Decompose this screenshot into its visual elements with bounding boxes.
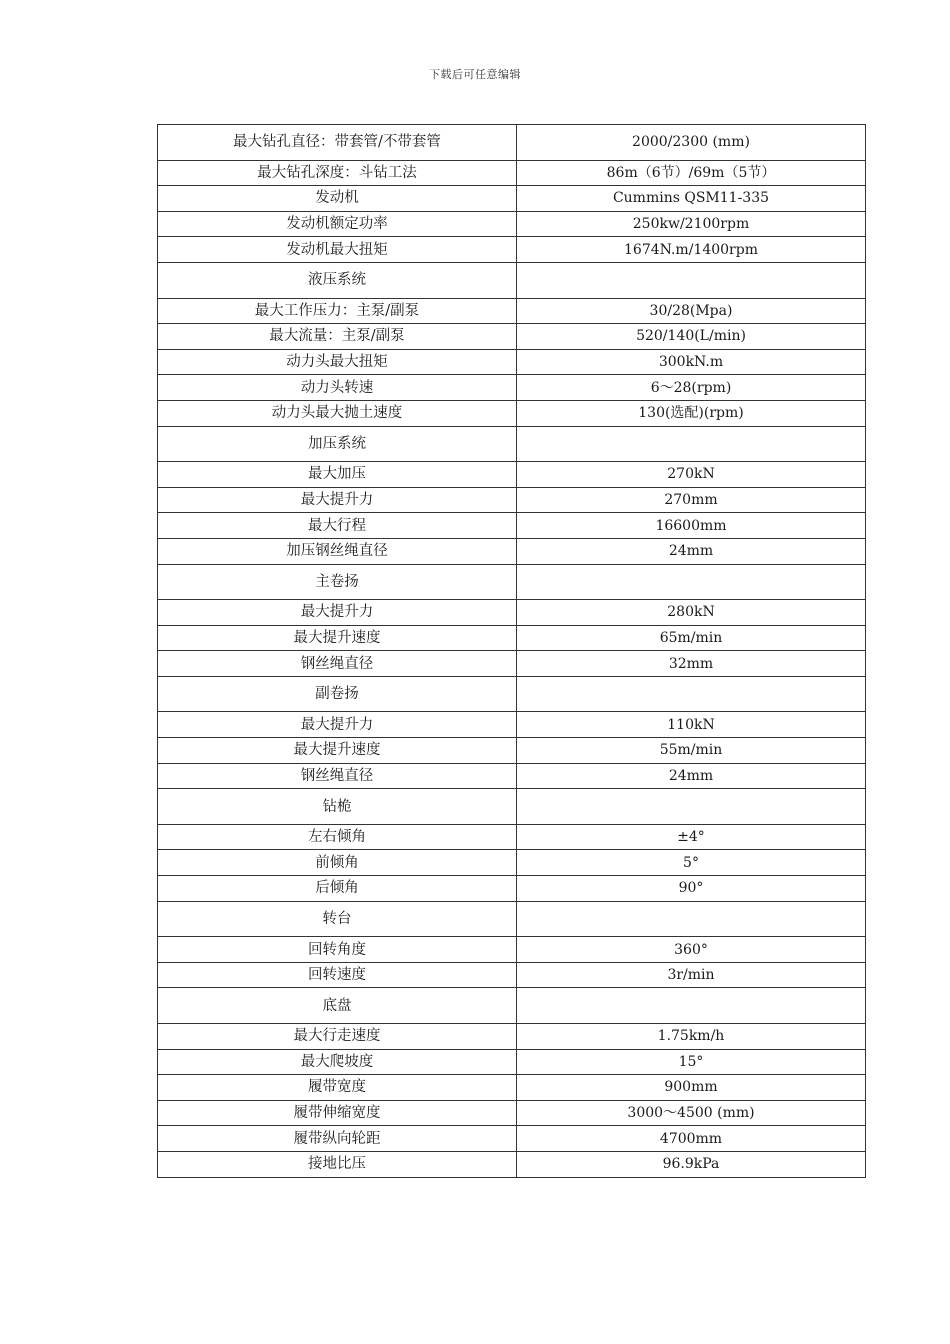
spec-label-cell: 回转速度 — [158, 962, 517, 988]
spec-label-cell: 最大流量：主泵/副泵 — [158, 324, 517, 350]
spec-label-cell: 主卷扬 — [158, 564, 517, 600]
table-row — [158, 1151, 866, 1177]
table-row — [158, 625, 866, 651]
spec-label-cell: 发动机最大扭矩 — [158, 237, 517, 263]
spec-label-cell: 最大提升力 — [158, 487, 517, 513]
table-row — [158, 1126, 866, 1152]
spec-value-cell: 86m（6节）/69m（5节） — [517, 160, 866, 186]
spec-value-cell: 900mm — [517, 1075, 866, 1101]
table-row — [158, 901, 866, 937]
spec-label-cell: 钢丝绳直径 — [158, 651, 517, 677]
table-row — [158, 349, 866, 375]
spec-value-cell: 5° — [517, 850, 866, 876]
spec-label-cell: 回转角度 — [158, 937, 517, 963]
table-row — [158, 988, 866, 1024]
spec-value-cell: 360° — [517, 937, 866, 963]
spec-table-body — [158, 125, 866, 1178]
spec-value-cell: 250kw/2100rpm — [517, 211, 866, 237]
spec-label-cell: 液压系统 — [158, 262, 517, 298]
spec-label-cell: 最大提升力 — [158, 712, 517, 738]
table-row — [158, 738, 866, 764]
table-row — [158, 513, 866, 539]
table-row — [158, 375, 866, 401]
spec-label-cell: 钢丝绳直径 — [158, 763, 517, 789]
table-row — [158, 237, 866, 263]
spec-value-cell — [517, 262, 866, 298]
spec-value-cell — [517, 564, 866, 600]
spec-label-cell: 最大爬坡度 — [158, 1049, 517, 1075]
spec-label-cell: 最大钻孔直径：带套管/不带套管 — [158, 125, 517, 161]
table-row — [158, 426, 866, 462]
table-row — [158, 712, 866, 738]
spec-value-cell: 3r/min — [517, 962, 866, 988]
spec-value-cell: 1.75km/h — [517, 1024, 866, 1050]
spec-value-cell: 4700mm — [517, 1126, 866, 1152]
spec-value-cell — [517, 789, 866, 825]
spec-label-cell: 最大提升速度 — [158, 625, 517, 651]
spec-label-cell: 副卷扬 — [158, 676, 517, 712]
table-row — [158, 676, 866, 712]
spec-value-cell: 16600mm — [517, 513, 866, 539]
spec-value-cell: 32mm — [517, 651, 866, 677]
spec-label-cell: 最大工作压力：主泵/副泵 — [158, 298, 517, 324]
spec-table — [157, 124, 866, 1178]
spec-value-cell: 2000/2300 (mm) — [517, 125, 866, 161]
spec-value-cell: 130(选配)(rpm) — [517, 400, 866, 426]
spec-value-cell: Cummins QSM11-335 — [517, 186, 866, 212]
spec-label-cell: 最大行程 — [158, 513, 517, 539]
spec-value-cell: 55m/min — [517, 738, 866, 764]
spec-value-cell: 30/28(Mpa) — [517, 298, 866, 324]
table-row — [158, 564, 866, 600]
spec-label-cell: 左右倾角 — [158, 824, 517, 850]
table-row — [158, 262, 866, 298]
spec-value-cell: 520/140(L/min) — [517, 324, 866, 350]
spec-label-cell: 最大钻孔深度：斗钻工法 — [158, 160, 517, 186]
spec-value-cell: 15° — [517, 1049, 866, 1075]
spec-label-cell: 发动机额定功率 — [158, 211, 517, 237]
spec-label-cell: 履带宽度 — [158, 1075, 517, 1101]
table-row — [158, 1024, 866, 1050]
table-row — [158, 298, 866, 324]
table-row — [158, 1049, 866, 1075]
table-row — [158, 538, 866, 564]
spec-value-cell: 300kN.m — [517, 349, 866, 375]
spec-value-cell: 1674N.m/1400rpm — [517, 237, 866, 263]
spec-value-cell: 280kN — [517, 600, 866, 626]
spec-label-cell: 发动机 — [158, 186, 517, 212]
table-row — [158, 789, 866, 825]
table-row — [158, 937, 866, 963]
table-row — [158, 1075, 866, 1101]
spec-value-cell: 90° — [517, 876, 866, 902]
spec-value-cell: 96.9kPa — [517, 1151, 866, 1177]
spec-value-cell: 24mm — [517, 763, 866, 789]
table-row — [158, 962, 866, 988]
spec-value-cell — [517, 901, 866, 937]
spec-label-cell: 加压钢丝绳直径 — [158, 538, 517, 564]
spec-label-cell: 动力头最大扭矩 — [158, 349, 517, 375]
spec-label-cell: 动力头转速 — [158, 375, 517, 401]
table-row — [158, 763, 866, 789]
spec-label-cell: 前倾角 — [158, 850, 517, 876]
spec-value-cell: 65m/min — [517, 625, 866, 651]
spec-value-cell: 110kN — [517, 712, 866, 738]
table-row — [158, 876, 866, 902]
spec-value-cell: 270kN — [517, 462, 866, 488]
spec-label-cell: 动力头最大抛土速度 — [158, 400, 517, 426]
spec-label-cell: 接地比压 — [158, 1151, 517, 1177]
spec-label-cell: 最大加压 — [158, 462, 517, 488]
spec-value-cell: 270mm — [517, 487, 866, 513]
spec-value-cell: ±4° — [517, 824, 866, 850]
table-row — [158, 211, 866, 237]
table-row — [158, 600, 866, 626]
table-row — [158, 160, 866, 186]
spec-label-cell: 加压系统 — [158, 426, 517, 462]
spec-label-cell: 履带伸缩宽度 — [158, 1100, 517, 1126]
table-row — [158, 462, 866, 488]
spec-value-cell — [517, 426, 866, 462]
spec-label-cell: 转台 — [158, 901, 517, 937]
spec-label-cell: 履带纵向轮距 — [158, 1126, 517, 1152]
page-header-note: 下载后可任意编辑 — [429, 68, 521, 81]
table-row — [158, 186, 866, 212]
table-row — [158, 487, 866, 513]
table-row — [158, 324, 866, 350]
spec-value-cell: 24mm — [517, 538, 866, 564]
spec-label-cell: 最大提升力 — [158, 600, 517, 626]
spec-value-cell: 3000～4500 (mm) — [517, 1100, 866, 1126]
table-row — [158, 850, 866, 876]
spec-label-cell: 底盘 — [158, 988, 517, 1024]
table-row — [158, 400, 866, 426]
spec-label-cell: 最大行走速度 — [158, 1024, 517, 1050]
spec-label-cell: 后倾角 — [158, 876, 517, 902]
spec-value-cell — [517, 676, 866, 712]
table-row — [158, 651, 866, 677]
table-row — [158, 125, 866, 161]
spec-label-cell: 钻桅 — [158, 789, 517, 825]
table-row — [158, 824, 866, 850]
table-row — [158, 1100, 866, 1126]
spec-value-cell: 6～28(rpm) — [517, 375, 866, 401]
spec-label-cell: 最大提升速度 — [158, 738, 517, 764]
spec-value-cell — [517, 988, 866, 1024]
